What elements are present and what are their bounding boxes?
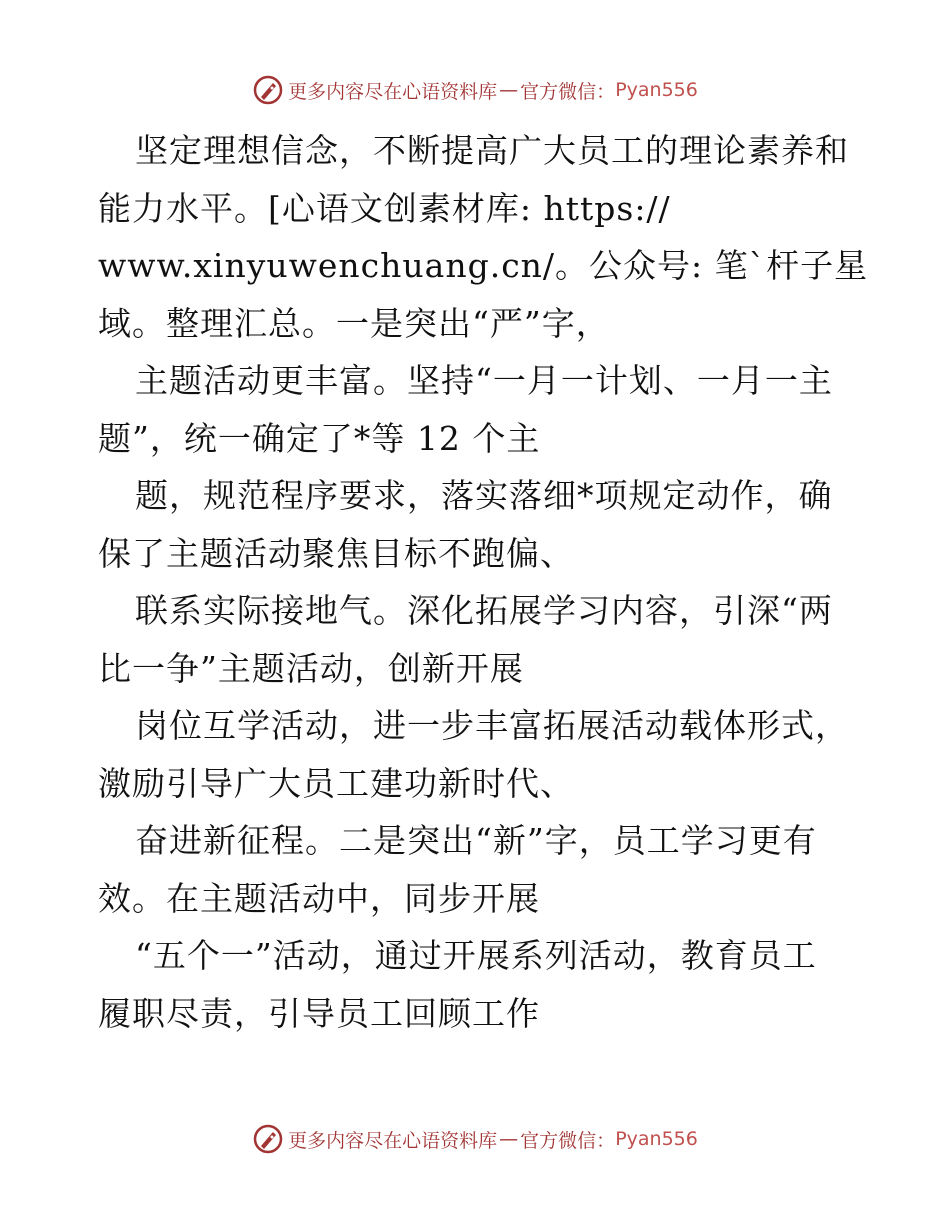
banner-separator: — <box>499 79 519 101</box>
paragraph-line: 主题活动更丰富。坚持“一月一计划、一月一主 <box>135 361 833 400</box>
banner-wechat-id: Pyan556 <box>615 79 698 101</box>
paragraph-line: 题，规范程序要求，落实落细*项规定动作，确 <box>135 476 833 515</box>
paragraph-line: 比一争”主题活动，创新开展 <box>98 648 524 688</box>
header-banner <box>0 73 950 107</box>
paragraph-line: 岗位互学活动，进一步丰富拓展活动载体形式， <box>135 706 849 745</box>
paragraph-line: 域。整理汇总。一是突出“严”字， <box>98 303 610 343</box>
paragraph-line: 履职尽责，引导员工回顾工作 <box>98 993 540 1033</box>
paragraph-line: 效。在主题活动中，同步开展 <box>98 878 540 918</box>
pen-nib-circle-icon <box>252 1123 284 1155</box>
footer-banner <box>0 1122 950 1156</box>
pen-nib-circle-icon <box>252 74 284 106</box>
paragraph-line: 保了主题活动聚焦目标不跑偏、 <box>98 533 574 573</box>
paragraph-line: 奋进新征程。二是突出“新”字，员工学习更有 <box>135 821 817 860</box>
paragraph-line: 坚定理想信念，不断提高广大员工的理论素养和 <box>135 131 849 170</box>
banner-separator: — <box>499 1128 519 1150</box>
document-body <box>98 122 869 1042</box>
paragraph-line: www.xinyuwenchuang.cn/。公众号: 笔`杆子星 <box>98 246 869 285</box>
banner-wechat-id: Pyan556 <box>615 1128 698 1150</box>
banner-main-text: 更多内容尽在心语资料库 <box>288 1129 498 1152</box>
banner-wechat-label: 官方微信： <box>520 1129 616 1152</box>
paragraph-line: 能力水平。[心语文创素材库: https:// <box>98 188 671 228</box>
paragraph-line: “五个一”活动，通过开展系列活动，教育员工 <box>135 936 817 975</box>
paragraph-line: 激励引导广大员工建功新时代、 <box>98 763 574 803</box>
paragraph-line: 联系实际接地气。深化拓展学习内容，引深“两 <box>135 591 833 630</box>
banner-main-text: 更多内容尽在心语资料库 <box>288 80 498 103</box>
banner-wechat-label: 官方微信： <box>520 80 616 103</box>
paragraph-line: 题”，统一确定了*等 12 个主 <box>98 418 541 458</box>
